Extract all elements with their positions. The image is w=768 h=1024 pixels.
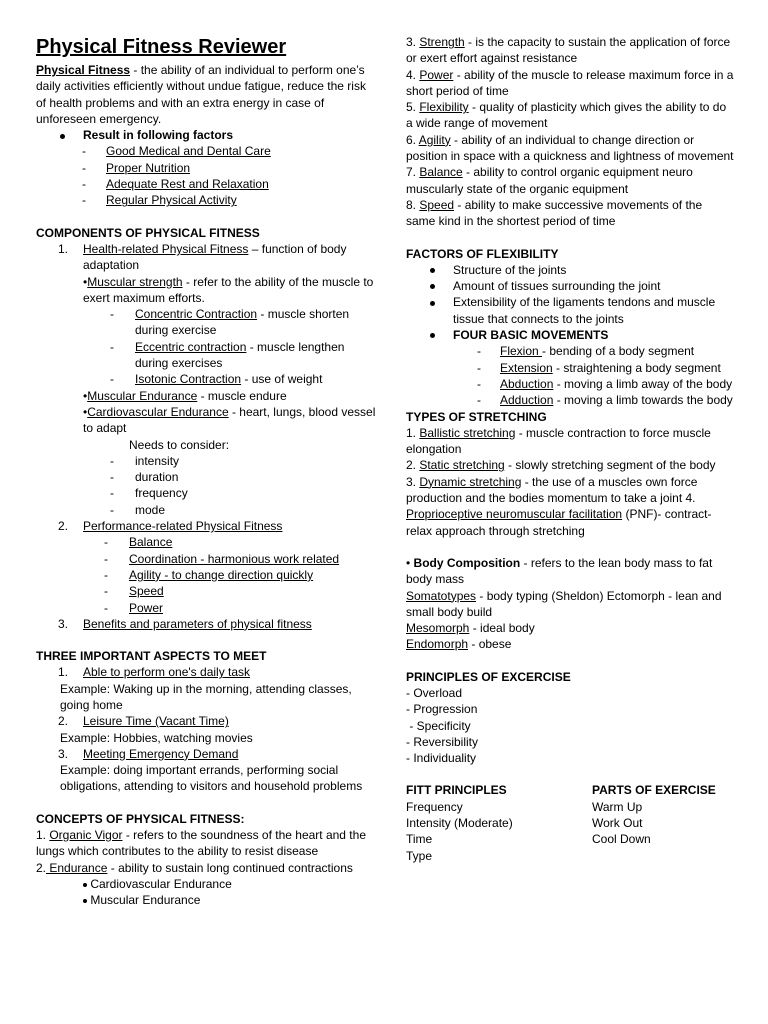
principle-item: - Reversibility (406, 734, 479, 749)
performance-sub-item: - Power (104, 600, 164, 615)
flex-factor: Structure of the joints (406, 262, 734, 278)
left-column (36, 34, 376, 909)
consider-item: - intensity (110, 453, 180, 468)
parts-column (592, 782, 716, 863)
intro-text: - the ability of an individual to perform one’s daily activities efficiently without undue fatigue, reduce the risk of health problems and with an extra energy in case of unforeseen emergency. (36, 63, 366, 126)
principle-item: - Individuality (406, 751, 477, 766)
consider-item: - frequency (110, 486, 188, 501)
contraction-item: - Isotonic Contraction - use of weight (110, 372, 323, 387)
cardio-endurance-item: •Cardiovascular Endurance - heart, lungs, blood vessel to adapt (83, 404, 376, 436)
performance-related-item: 2. Performance-related Physical Fitness (58, 519, 283, 534)
stretching-heading: TYPES OF STRETCHING (406, 409, 547, 424)
flexibility-heading: FACTORS OF FLEXIBILITY (406, 246, 559, 261)
fitt-item: Type (406, 848, 433, 863)
bullet-icon (430, 268, 435, 273)
aspect-example: Example: doing important errands, performing social obligations, attending to visitors and household problems (60, 763, 363, 794)
aspect-example: Example: Waking up in the morning, attending classes, going home (60, 681, 352, 712)
aspect-item: 2. Leisure Time (Vacant Time) (58, 714, 229, 729)
flex-factor: Amount of tissues surrounding the joint (406, 278, 734, 294)
stretching-item: 1. Ballistic stretching - muscle contraction to force muscle elongation (406, 425, 711, 457)
factor-item: - Adequate Rest and Relaxation (82, 177, 269, 192)
principles-heading: PRINCIPLES OF EXCERCISE (406, 669, 571, 684)
parts-item: Work Out (592, 816, 643, 831)
performance-sub-item: - Agility - to change direction quickly (104, 567, 314, 582)
fitt-parts-section (406, 782, 734, 863)
muscular-strength-item: •Muscular strength - refer to the ability of the muscle to exert maximum efforts. (83, 274, 374, 305)
consider-item: - duration (110, 470, 179, 485)
factor-item: - Good Medical and Dental Care (82, 144, 271, 159)
concept-item: 6. Agility - ability of an individual to change direction or position in space with a quickness and lightness of movement (406, 132, 734, 164)
concept-item: 3. Strength - is the capacity to sustain the application of force or exert effort against resistance (406, 35, 731, 66)
principle-item: - Progression (406, 702, 478, 717)
stretching-item: 3. Dynamic stretching - the use of a muscles own force production and the bodies momentum to take a joint 4. Proprioceptive neuromuscular facilitation (PNF)- contract-relax approach through stretching (406, 474, 712, 538)
flex-factor: Extensibility of the ligaments tendons and muscle tissue that connects to the joints (406, 294, 734, 327)
movement-item: - Extension - straightening a body segment (477, 360, 721, 375)
aspect-item: 3. Meeting Emergency Demand (58, 746, 239, 761)
muscular-endurance-item: •Muscular Endurance - muscle endure (83, 388, 287, 403)
benefits-item: 3. Benefits and parameters of physical fitness (58, 616, 312, 631)
somatotypes: Somatotypes - body typing (Sheldon) Ectomorph - lean and small body build (406, 588, 722, 619)
bullet-icon (430, 333, 435, 338)
results-heading-row (36, 127, 376, 143)
consider-label: Needs to consider: (129, 437, 230, 452)
page-title: Physical Fitness Reviewer (36, 36, 287, 58)
health-related-item: 1. Health-related Physical Fitness – function of body adaptation (58, 241, 347, 273)
concepts-heading: CONCEPTS OF PHYSICAL FITNESS: (36, 811, 245, 826)
intro-term: Physical Fitness (36, 63, 131, 77)
endomorph: Endomorph - obese (406, 637, 512, 652)
mesomorph: Mesomorph - ideal body (406, 621, 535, 636)
parts-heading: PARTS OF EXERCISE (592, 783, 716, 798)
principle-item: - Overload (406, 685, 463, 700)
factor-item: - Regular Physical Activity (82, 193, 237, 208)
results-heading: Result in following factors (83, 128, 234, 143)
concept-item: 1. Organic Vigor - refers to the soundness of the heart and the lungs which contributes to the ability to resist disease (36, 828, 366, 859)
contraction-item: - Eccentric contraction - muscle lengthen during exercises (110, 339, 345, 371)
endurance-type: Muscular Endurance (36, 892, 376, 908)
fitt-heading: FITT PRINCIPLES (406, 783, 507, 798)
aspects-heading: THREE IMPORTANT ASPECTS TO MEET (36, 649, 267, 664)
bullet-icon (430, 284, 435, 289)
contraction-item: - Concentric Contraction - muscle shorten during exercise (110, 307, 350, 338)
bullet-icon (83, 899, 87, 903)
right-column (406, 34, 734, 864)
fitt-item: Time (406, 832, 433, 847)
movement-item: - Flexion - bending of a body segment (477, 344, 695, 359)
concept-item: 8. Speed - ability to make successive movements of the same kind in the shortest period of time (406, 197, 703, 229)
movements-heading-row: FOUR BASIC MOVEMENTS (406, 327, 734, 343)
components-heading: COMPONENTS OF PHYSICAL FITNESS (36, 225, 260, 240)
consider-item: - mode (110, 502, 166, 517)
fitt-item: Frequency (406, 799, 463, 814)
intro-paragraph (36, 62, 376, 127)
performance-sub-item: - Speed (104, 584, 164, 599)
aspect-item: 1. Able to perform one's daily task (58, 665, 251, 680)
performance-sub-item: - Balance (104, 535, 173, 550)
endurance-type: Cardiovascular Endurance (36, 876, 376, 892)
movement-item: - Adduction - moving a limb towards the body (477, 393, 733, 408)
concept-item: 2. Endurance - ability to sustain long continued contractions (36, 860, 353, 875)
aspect-example: Example: Hobbies, watching movies (60, 730, 253, 745)
body-composition: • Body Composition - refers to the lean body mass to fat body mass (406, 555, 713, 587)
parts-item: Cool Down (592, 832, 651, 847)
bullet-icon (430, 301, 435, 306)
principle-item: - Specificity (406, 718, 471, 733)
fitt-item: Intensity (Moderate) (406, 816, 513, 831)
parts-item: Warm Up (592, 799, 643, 814)
performance-sub-item: - Coordination - harmonious work related (104, 551, 340, 566)
factor-item: - Proper Nutrition (82, 160, 191, 175)
concept-item: 7. Balance - ability to control organic equipment neuro muscularly state of the organic equipment (406, 165, 693, 196)
fitt-column (406, 782, 592, 863)
concept-item: 5. Flexibility - quality of plasticity which gives the ability to do a wide range of movement (406, 100, 727, 131)
bullet-icon (83, 883, 87, 887)
concept-item: 4. Power - ability of the muscle to release maximum force in a short period of time (406, 67, 734, 98)
bullet-icon (60, 134, 65, 139)
movement-item: - Abduction - moving a limb away of the body (477, 376, 733, 391)
stretching-item: 2. Static stretching - slowly stretching segment of the body (406, 458, 716, 473)
